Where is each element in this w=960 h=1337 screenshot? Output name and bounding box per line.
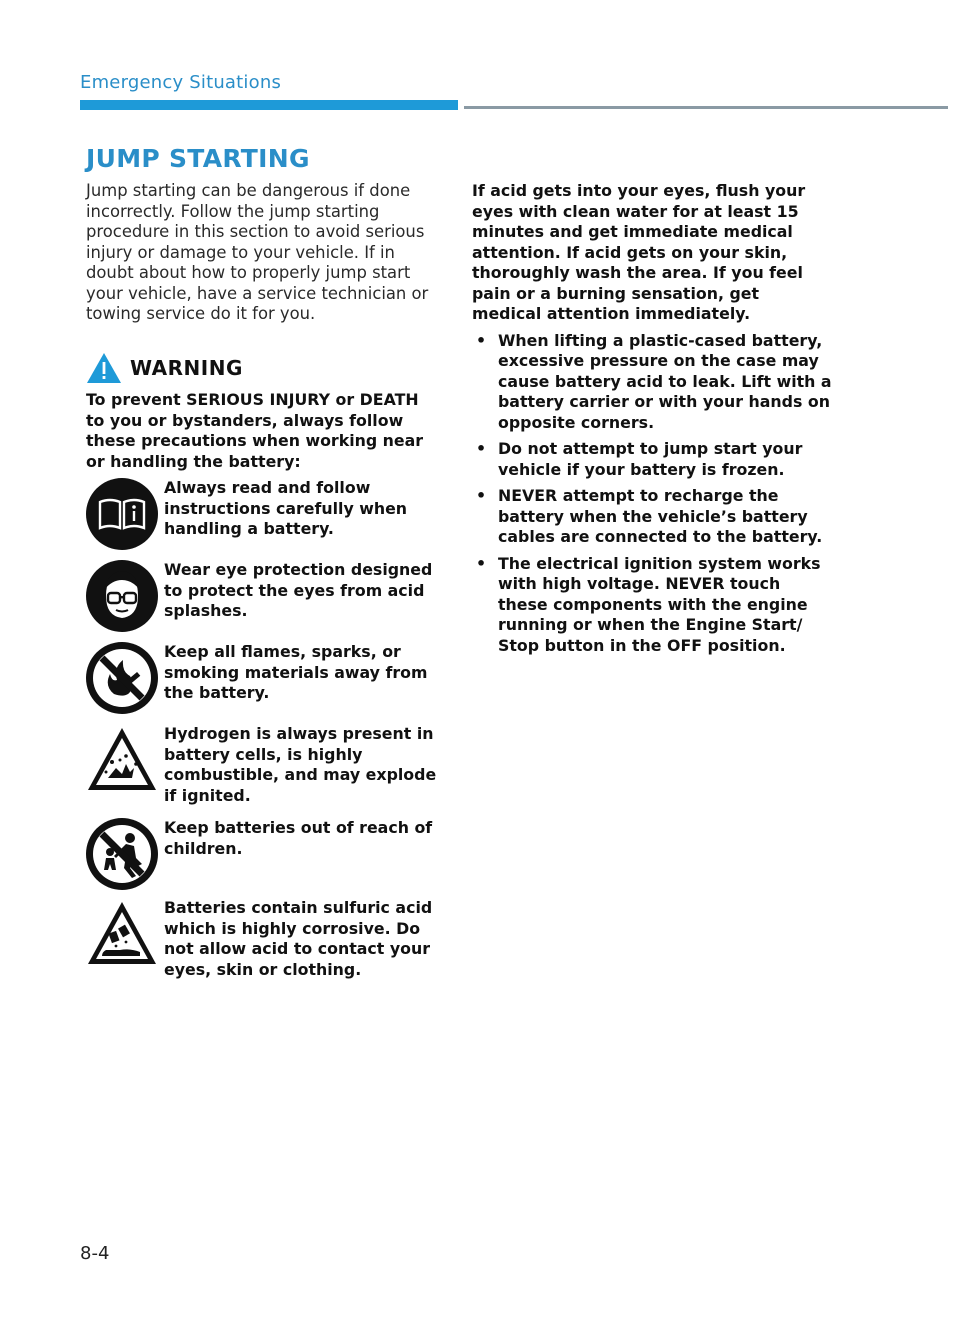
bullet-icon: • <box>476 439 487 458</box>
list-item-text: The electrical ignition system works with high voltage. NEVER touch these components with the engine running or when the Engine Start/ Stop button in the OFF position. <box>498 553 821 655</box>
bullet-icon: • <box>476 330 487 350</box>
precaution-text: Hydrogen is always present in battery cells, is highly combustible, and may explode if ignited. <box>164 724 437 805</box>
list-item-text: Do not attempt to jump start your vehicle if your battery is frozen. <box>498 439 803 479</box>
bullet-icon: • <box>476 486 487 505</box>
section-header: Emergency Situations <box>80 72 282 93</box>
warning-label: WARNING <box>130 356 243 380</box>
warning-lead: To prevent SERIOUS INJURY or DEATH to you or bystanders, always follow these precautions when working near or handling the battery: <box>86 390 424 471</box>
read-instructions-icon <box>86 478 158 550</box>
warning-triangle-icon <box>86 351 122 385</box>
right-column <box>472 181 832 662</box>
header-rule-accent <box>80 100 458 110</box>
no-flames-icon <box>86 642 158 714</box>
list-item <box>472 554 832 657</box>
bullet-icon: • <box>476 553 487 573</box>
list-item-text: When lifting a plastic-cased battery, excessive pressure on the case may cause battery acid to leak. Lift with a battery carrier or with your hands on opposite corners. <box>498 330 832 432</box>
precaution-text: Keep all flames, sparks, or smoking materials away from the battery. <box>164 642 428 702</box>
list-item <box>472 439 832 480</box>
precaution-text: Keep batteries out of reach of children. <box>164 818 433 858</box>
precaution-list <box>472 331 832 657</box>
header-rule <box>464 106 948 109</box>
page-number: 8-4 <box>80 1243 110 1264</box>
page-title: JUMP STARTING <box>86 144 310 173</box>
explosion-hazard-icon <box>86 724 158 796</box>
precaution-text: Always read and follow instructions carefully when handling a battery. <box>164 478 408 538</box>
acid-first-aid-paragraph: If acid gets into your eyes, flush your eyes with clean water for at least 15 minutes and get immediate medical attention. If acid gets on your skin, thoroughly wash the area. If you feel pain or a burning sensation, get medical attention immediately. <box>472 181 806 323</box>
corrosive-acid-icon <box>86 898 158 970</box>
precaution-text: Batteries contain sulfuric acid which is highly corrosive. Do not allow acid to contact your eyes, skin or clothing. <box>164 898 433 979</box>
list-item <box>472 486 832 548</box>
precaution-text: Wear eye protection designed to protect the eyes from acid splashes. <box>164 560 433 620</box>
list-item-text: NEVER attempt to recharge the battery when the vehicle’s battery cables are connected to the battery. <box>498 486 823 546</box>
list-item <box>472 331 832 434</box>
eye-protection-icon <box>86 560 158 632</box>
keep-away-children-icon <box>86 818 158 890</box>
intro-paragraph: Jump starting can be dangerous if done incorrectly. Follow the jump starting procedure in this section to avoid serious injury or damage to your vehicle. If in doubt about how to properly jump start your vehicle, have a service technician or towing service do it for you. <box>86 181 429 323</box>
warning-header <box>86 350 243 386</box>
